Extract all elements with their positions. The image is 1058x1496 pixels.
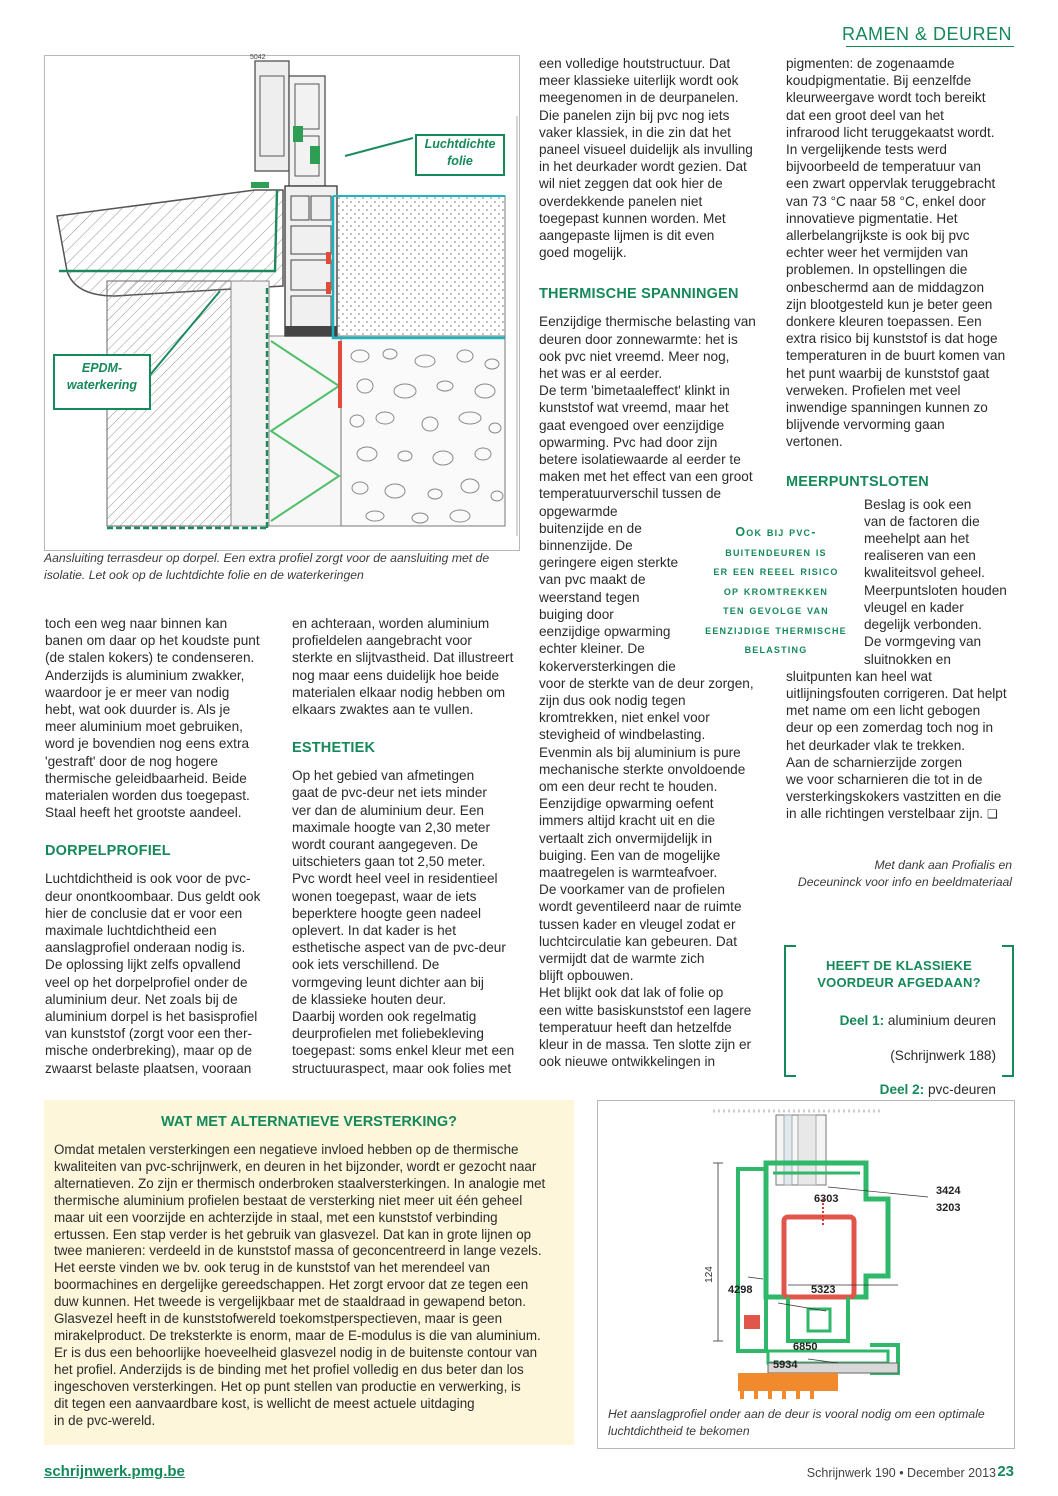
part-1-label: Deel 1: — [839, 1013, 885, 1029]
part-2-label: Deel 2: — [879, 1082, 925, 1098]
pullquote: Ook bij pvc- buitendeuren is er een reeel risico op kromtrekken ten gevolge van eenzijdige thermische belasting — [705, 525, 847, 656]
bracket-right — [1002, 945, 1014, 1077]
col3-paragraph-1: een volledige houtstructuur. Dat meer klassieke uiterlijk wordt ook meegenomen in de deurpanelen. Die panelen zijn bij pvc nog iets vaker klassiek, in die zin dat het paneel visueel duidelijk als invulling in het deurkader wordt gezien. Dat wil niet zeggen dat ook hier de overdekkende panelen niet toegepast kunnen worden. Met aangepaste lijmen is dit even goed mogelijk. — [539, 56, 753, 261]
column-4 — [786, 55, 1018, 824]
part-1-ref: (Schrijnwerk 188) — [890, 1047, 996, 1063]
label-epdm-waterkering: EPDM- waterkering — [53, 354, 151, 410]
heading-dorpelprofiel: DORPELPROFIEL — [45, 843, 171, 860]
col4-paragraph-2a: Beslag is ook een van de factoren die meehelpt aan het realiseren van een kwaliteitsvol geheel. Meerpuntsloten houden vleugel en kader degelijk verbonden. De vormgeving van sluitnokken en — [864, 496, 1007, 667]
heading-thermische-spanningen: THERMISCHE SPANNINGEN — [539, 286, 739, 303]
part-2-text: pvc-deuren — [924, 1082, 996, 1098]
bracket-left — [784, 945, 796, 1077]
col3-paragraph-2b: opgewarmde buitenzijde en de binnenzijde. De geringere eigen sterkte van pvc maakt de weerstand tegen buiging door eenzijdige opwarming echter kleiner. De kokerversterkingen die — [539, 503, 679, 674]
col3-paragraph-2a: Eenzijdige thermische belasting van deuren door zonnewarmte: het is ook pvc niet vreemd. Meer nog, het was er al eerder. De term 'bimetaaleffect' klinkt in kunststof wat vreemd, maar het gaat evengoed over eenzijdige opwarming. Pvc had door zijn betere isolatiewaarde al eerder te maken met het effect van een groot temperatuurverschil tussen de — [539, 314, 756, 502]
series-box — [784, 945, 1014, 1098]
col4-paragraph-2b-text: sluitpunten kan heel wat uitlijningsfouten corrigeren. Dat helpt met name om een licht gebogen deur op een zomerdag toch nog in het deurkader vlak te trekken. Aan de scharnierzijde zorgen we voor scharnieren die tot in de versterkingskokers vastzitten en die in alle richtingen verstelbaar zijn. — [786, 668, 1007, 822]
label-4298: 4298 — [728, 1284, 753, 1296]
label-3203: 3203 — [936, 1202, 961, 1214]
header-rule — [846, 46, 1014, 47]
col2-paragraph-2: Op het gebied van afmetingen gaat de pvc-deur net iets minder ver dan de aluminium deur. Een maximale hoogte van 2,30 meter wordt courant aangegeven. De uitschieters gaan tot 2,50 meter. Pvc wordt heel veel in residentieel wonen toegepast, waar de iets beperktere hoogte geen nadeel oplevert. In dat kader is het esthetische aspect van de pvc-deur ook iets verschillend. De vormgeving leunt dichter aan bij de klassieke houten deur. Daarbij worden ook regelmatig deurprofielen met foliebekleving toegepast: soms enkel kleur met een structuuraspect, maar ook folies met — [292, 768, 515, 1076]
figure-door-sill-profile — [597, 1100, 1015, 1449]
door-profile-drawing — [598, 1101, 1014, 1401]
issue-info: Schrijnwerk 190 • December 2013 — [806, 1466, 996, 1480]
part-1 — [796, 1012, 996, 1029]
label-luchtdichte-folie: Luchtdichte folie — [415, 134, 505, 176]
page-number: 23 — [997, 1463, 1014, 1480]
sidebar-text: Omdat metalen versterkingen een negatieve invloed hebben op de thermische kwaliteiten van pvc-schrijnwerk, en deuren in het bijzonder, wordt er gezocht naar alternatieven. Zo zijn er thermisch onderbroken staalversterkingen. In analogie met thermische aluminium profielen bestaat de versterking niet meer uit één geheel maar uit een voorzijde en achterzijde in staal, met een kunststof verbinding ertussen. Een stap verder is het gebruik van glasvezel. Dat kan in grote lijnen op twee manieren: verdeeld in de kunststof massa of geconcentreerd in lange vezels. Het eerste vinden we bv. ook terug in de kunststof van het merendeel van boormachines en dergelijke gereedschappen. Het zorgt ervoor dat ze tegen een duw kunnen. Het tweede is vergelijkbaar met de staaldraad in gewapend beton. Glasvezel heeft in de kunststofwereld toekomstperspectieven, maar is geen mirakelproduct. De treksterkte is enorm, maar de E-modulus is die van aluminium. Er is dus een behoorlijke hoeveelheid glasvezel nodig in de buitenste contour van het profiel. Anderzijds is de binding met het profiel volledig en dus beter dan los ingeschoven versterkingen. Het op punt stellen van productie en verwerking, is dit tegen een aanvaardbare kost, is wellicht de meest actuele uitdaging in de pvc-wereld. — [54, 1142, 546, 1428]
threshold-section-drawing — [45, 56, 519, 550]
col2-paragraph-1: en achteraan, worden aluminium profieldelen aangebracht voor sterkte en slijtvastheid. Dat illustreert nog maar eens duidelijk hoe beide materialen elkaar nodig hebben om elkaars zwaktes aan te vullen. — [292, 616, 514, 718]
col4-paragraph-2b — [786, 668, 1018, 824]
series-title: HEEFT DE KLASSIEKE VOORDEUR AFGEDAAN? — [817, 958, 981, 990]
sidebar-alternative-reinforcement — [44, 1100, 574, 1445]
col3-paragraph-2c: voor de sterkte van de deur zorgen, zijn dus ook nodig tegen kromtrekken, niet enkel voor stevigheid of windbelasting. Evenmin als bij aluminium is pure mechanische sterkte onvoldoende om een deur recht te houden. Eenzijdige opwarming oefent immers altijd kracht uit en die vertaalt zich onvermijdelijk in buiging. Een van de mogelijke maatregelen is warmteafvoer. De voorkamer van de profielen wordt geventileerd naar de ruimte tussen kader en vleugel zodat er luchtcirculatie kan gebeuren. Dat vermijdt dat de warmte zich blijft opbouwen. Het blijkt ook dat lak of folie op een witte basiskunststof een lagere temperatuur heeft dan hetzelfde kleur in de massa. Ten slotte zijn er ook nieuwe ontwikkelingen in — [539, 675, 754, 1070]
label-6850: 6850 — [793, 1341, 818, 1353]
figure1-caption: Aansluiting terrasdeur op dorpel. Een extra profiel zorgt voor de aansluiting met de isolatie. Let ook op de luchtdichte folie en de waterkeringen — [44, 551, 490, 582]
heading-esthetiek: ESTHETIEK — [292, 740, 376, 757]
column-2 — [292, 615, 528, 1077]
sidebar-title: WAT MET ALTERNATIEVE VERSTERKING? — [161, 1114, 457, 1130]
figure-threshold-drawing — [44, 55, 520, 551]
profile-code: 5042 — [250, 54, 266, 61]
col1-paragraph-1: toch een weg naar binnen kan banen om daar op het koudste punt (de stalen kokers) te condenseren. Anderzijds is aluminium zwakker, waardoor je er meer van nodig hebt, wat ook duurder is. Als je meer aluminium moet gebruiken, word je bovendien nog eens extra 'gestraft' door de nog hogere thermische geleidbaarheid. Beide materialen worden dus toegepast. Staal heeft het grootste aandeel. — [45, 616, 260, 821]
column-1 — [45, 615, 281, 1077]
heading-meerpuntsloten: MEERPUNTSLOTEN — [786, 473, 929, 490]
part-2 — [796, 1081, 996, 1098]
label-6303: 6303 — [814, 1193, 839, 1205]
col4-paragraph-1: pigmenten: de zogenaamde koudpigmentatie. Bij eenzelfde kleurweergave wordt toch bereikt dat een groot deel van het infrarood licht teruggekaatst wordt. In vergelijkende tests werd bijvoorbeeld de temperatuur van een zwart oppervlak teruggebracht van 73 °C naar 58 °C, enkel door innovatieve pigmentatie. Het allerbelangrijkste is ook bij pvc echter weer het vermijden van problemen. In opstellingen die onbeschermd aan de middagzon zijn blootgesteld kun je beter geen donkere kleuren toepassen. Een extra risico bij kunststof is dat hoge temperaturen in de buurt komen van het punt waarbij de kunststof gaat verweken. Profielen met veel inwendige spanningen kunnen zo blijvende vervorming gaan vertonen. — [786, 56, 1006, 450]
part-1-text: aluminium deuren — [884, 1013, 996, 1029]
label-124: 124 — [703, 1266, 715, 1283]
label-5323: 5323 — [811, 1284, 836, 1296]
section-header: RAMEN & DEUREN — [841, 24, 1012, 44]
label-3424: 3424 — [936, 1185, 961, 1197]
end-mark-icon: ❑ — [987, 807, 998, 822]
col1-paragraph-2: Luchtdichtheid is ook voor de pvc- deur onontkoombaar. Dus geldt ook hier de conclusie dat er voor een maximale luchtdichtheid een aanslagprofiel onderaan nodig is. De oplossing lijkt zelfs opvallend veel op het dorpelprofiel onder de aluminium deur. Net zoals bij de aluminium dorpel is het basisprofiel van kunststof (zorgt voor een ther- mische onderbreking), maar op de zwaarst belaste plaatsen, vooraan — [45, 871, 261, 1076]
figure2-caption: Het aanslagprofiel onder aan de deur is vooral nodig om een optimale luchtdichtheid te bekomen — [608, 1407, 985, 1438]
website-link[interactable]: schrijnwerk.pmg.be — [44, 1463, 185, 1480]
label-5934: 5934 — [773, 1359, 798, 1371]
credits: Met dank aan Profialis en Deceuninck voor info en beeldmateriaal — [797, 858, 1012, 889]
